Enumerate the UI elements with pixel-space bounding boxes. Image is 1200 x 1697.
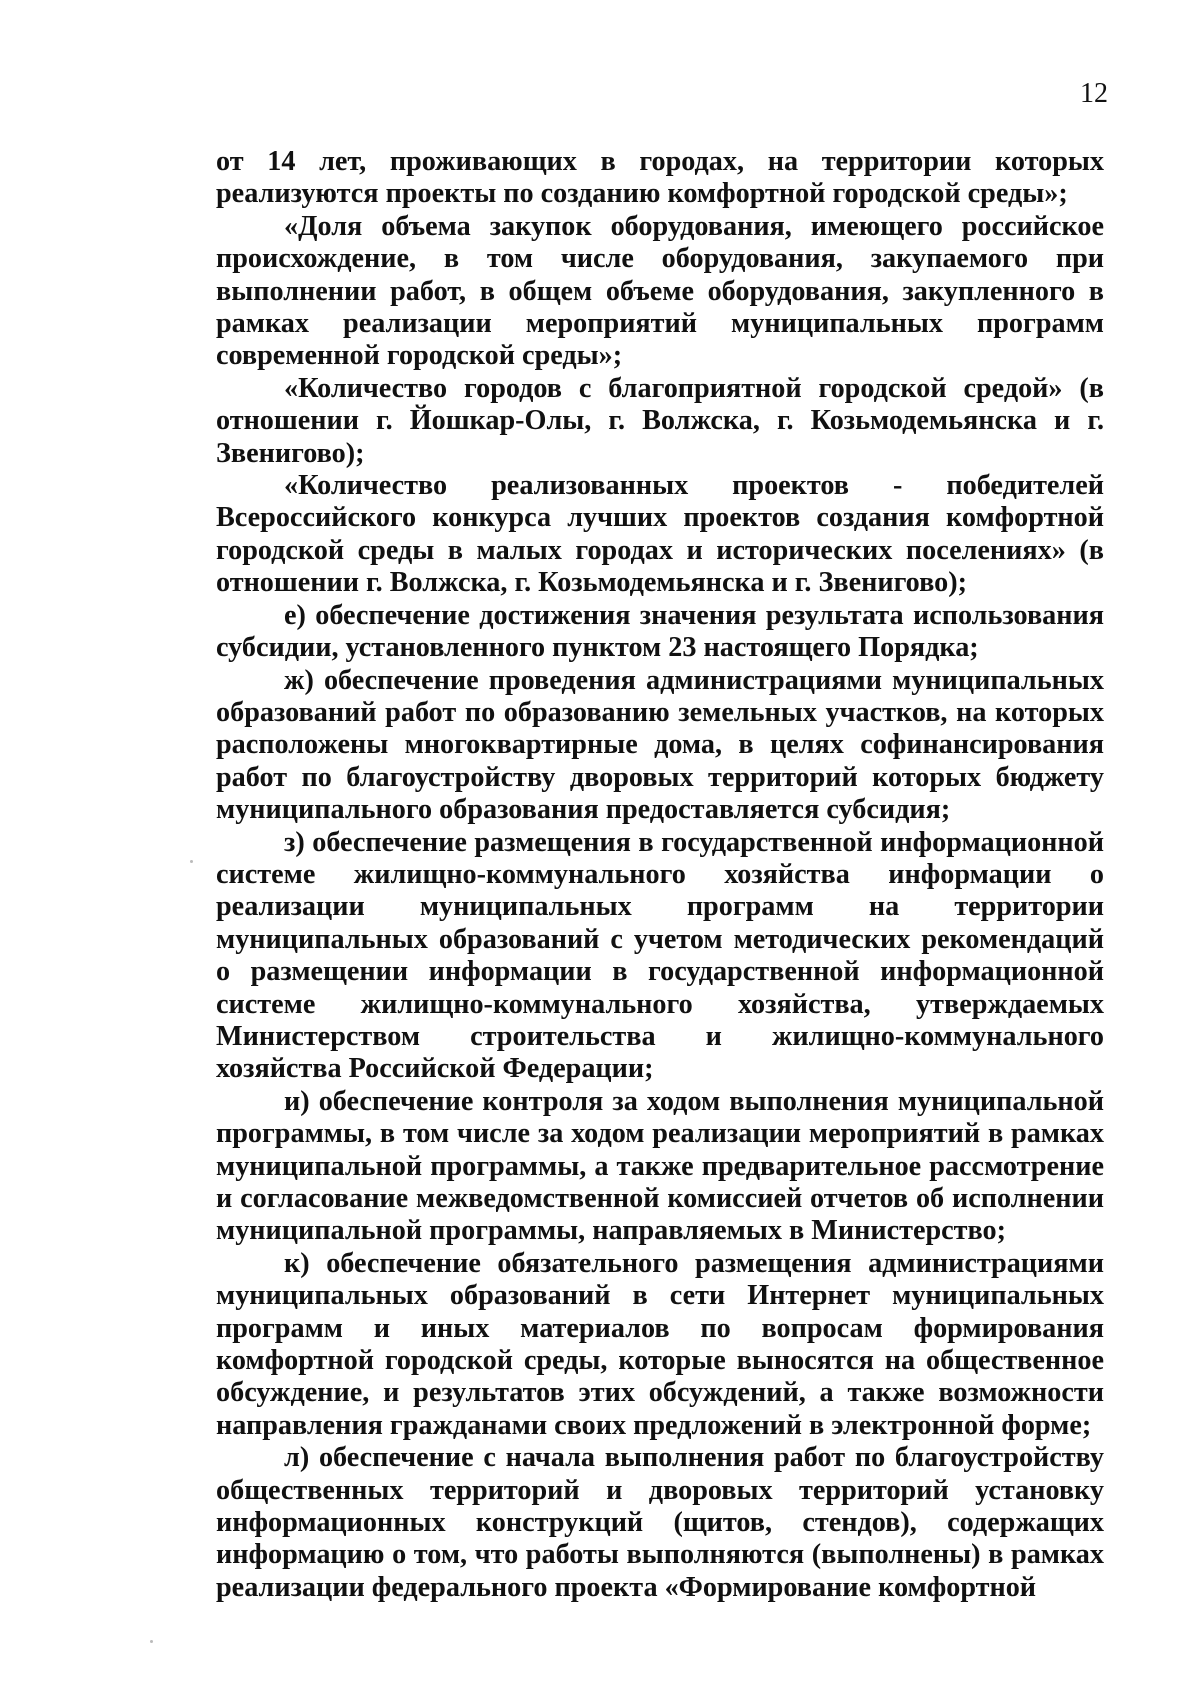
document-body	[216, 146, 1104, 1604]
paragraph-indicator-favorable-cities: «Количество городов с благоприятной городской средой» (в отношении г. Йошкар-Олы, г. Волжска, г. Козьмодемьянска и г. Звенигово);	[216, 372, 1104, 469]
paragraph-continuation: от 14 лет, проживающих в городах, на территории которых реализуются проекты по созданию комфортной городской среды»;	[216, 146, 1104, 210]
paragraph-item-e: е) обеспечение достижения значения результата использования субсидии, установленного пунктом 23 настоящего Порядка;	[216, 599, 1104, 664]
paragraph-item-z: з) обеспечение размещения в государственной информационной системе жилищно-коммунального хозяйства информации о реализации муниципальных программ на территории муниципальных образований с учетом методических рекомендаций о размещении информации в государственной информационной системе жилищно-коммунального хозяйства, утверждаемых Министерством строительства и жилищно-коммунального хозяйства Российской Федерации;	[216, 826, 1104, 1085]
paragraph-item-i: и) обеспечение контроля за ходом выполнения муниципальной программы, в том числе за ходом реализации мероприятий в рамках муниципальной программы, а также предварительное рассмотрение и согласование межведомственной комиссией отчетов об исполнении муниципальной программы, направляемых в Министерство;	[216, 1085, 1104, 1247]
scan-speck	[150, 1640, 153, 1643]
scan-speck	[190, 860, 193, 863]
paragraph-indicator-contest-projects: «Количество реализованных проектов - победителей Всероссийского конкурса лучших проектов создания комфортной городской среды в малых городах и исторических поселениях» (в отношении г. Волжска, г. Козьмодемьянска и г. Звенигово);	[216, 470, 1104, 599]
paragraph-indicator-equipment-share: «Доля объема закупок оборудования, имеющего российское происхождение, в том числе оборудования, закупаемого при выполнении работ, в общем объеме оборудования, закупленного в рамках реализации мероприятий муниципальных программ современной городской среды»;	[216, 210, 1104, 372]
paragraph-item-k: к) обеспечение обязательного размещения администрациями муниципальных образований в сети Интернет муниципальных программ и иных материалов по вопросам формирования комфортной городской среды, которые выносятся на общественное обсуждение, и результатов этих обсуждений, а также возможности направления гражданами своих предложений в электронной форме;	[216, 1247, 1104, 1441]
paragraph-item-zh: ж) обеспечение проведения администрациями муниципальных образований работ по образованию земельных участков, на которых расположены многоквартирные дома, в целях софинансирования работ по благоустройству дворовых территорий которых бюджету муниципального образования предоставляется субсидия;	[216, 664, 1104, 826]
page-number: 12	[1080, 78, 1108, 109]
paragraph-item-l: л) обеспечение с начала выполнения работ по благоустройству общественных территорий и дворовых территорий установку информационных конструкций (щитов, стендов), содержащих информацию о том, что работы выполняются (выполнены) в рамках реализации федерального проекта «Формирование комфортной	[216, 1442, 1104, 1603]
